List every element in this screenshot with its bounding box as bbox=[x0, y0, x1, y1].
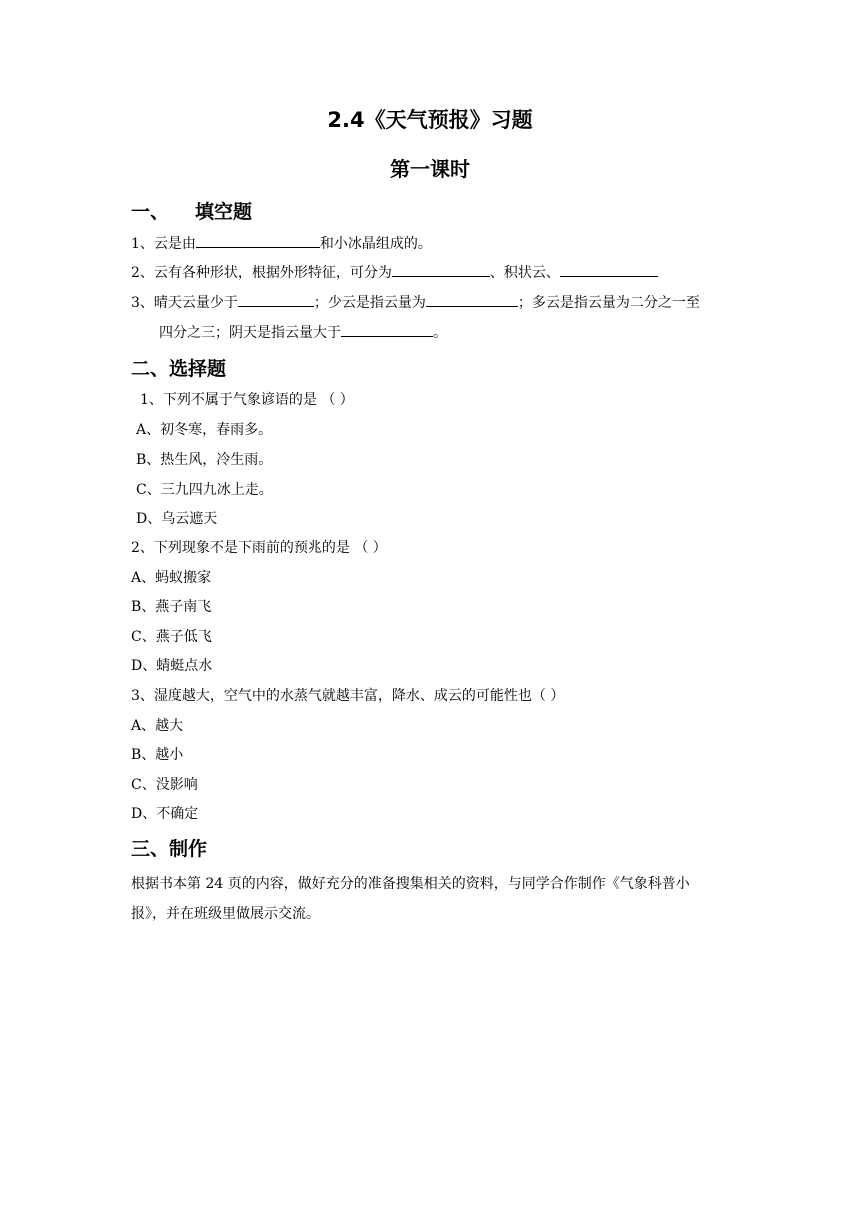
answer-blank[interactable] bbox=[238, 292, 314, 307]
fill-question-1: 1、云是由 和小冰晶组成的。 bbox=[131, 233, 432, 254]
section-title: 填空题 bbox=[195, 201, 253, 223]
section-heading-making: 三、制作 bbox=[131, 838, 208, 860]
answer-blank[interactable] bbox=[392, 262, 490, 277]
lesson-subtitle: 第一课时 bbox=[390, 157, 470, 181]
option-2a[interactable]: A、蚂蚁搬家 bbox=[131, 570, 212, 586]
option-1c[interactable]: C、三九四九冰上走。 bbox=[136, 482, 273, 498]
option-1b[interactable]: B、热生风，冷生雨。 bbox=[136, 452, 273, 468]
option-3b[interactable]: B、越小 bbox=[131, 747, 184, 763]
choice-question-1: 1、下列不属于气象谚语的是 （ ） bbox=[140, 392, 354, 408]
document-title: 2.4《天气预报》习题 bbox=[327, 108, 533, 132]
option-1a[interactable]: A、初冬寒，春雨多。 bbox=[136, 422, 273, 438]
choice-question-3: 3、湿度越大，空气中的水蒸气就越丰富，降水、成云的可能性也（ ） bbox=[131, 688, 565, 704]
option-1d[interactable]: D、乌云遮天 bbox=[136, 511, 218, 527]
option-3d[interactable]: D、不确定 bbox=[131, 806, 199, 822]
fill-question-3: 3、晴天云量少于 ；少云是指云量为 ；多云是指云量为二分之一至 bbox=[131, 292, 700, 313]
section-heading-fill-blank bbox=[131, 197, 252, 224]
making-instruction-line-2: 报》，并在班级里做展示交流。 bbox=[131, 906, 320, 922]
section-number: 一、 bbox=[131, 201, 170, 223]
answer-blank[interactable] bbox=[196, 233, 320, 248]
answer-blank[interactable] bbox=[426, 292, 518, 307]
option-2b[interactable]: B、燕子南飞 bbox=[131, 599, 212, 615]
fill-question-2: 2、云有各种形状，根据外形特征，可分为 、积状云、 bbox=[131, 262, 658, 283]
making-instruction-line-1: 根据书本第 24 页的内容，做好充分的准备搜集相关的资料，与同学合作制作《气象科普小 bbox=[131, 876, 690, 892]
choice-question-2: 2、下列现象不是下雨前的预兆的是 （ ） bbox=[131, 540, 387, 556]
option-2c[interactable]: C、燕子低飞 bbox=[131, 629, 212, 645]
answer-blank[interactable] bbox=[341, 322, 433, 337]
option-2d[interactable]: D、蜻蜓点水 bbox=[131, 658, 213, 674]
answer-blank[interactable] bbox=[560, 262, 658, 277]
section-heading-choice: 二、选择题 bbox=[131, 358, 227, 380]
fill-question-3-continued: 四分之三；阴天是指云量大于 。 bbox=[159, 322, 447, 343]
option-3a[interactable]: A、越大 bbox=[131, 718, 184, 734]
option-3c[interactable]: C、没影响 bbox=[131, 777, 198, 793]
